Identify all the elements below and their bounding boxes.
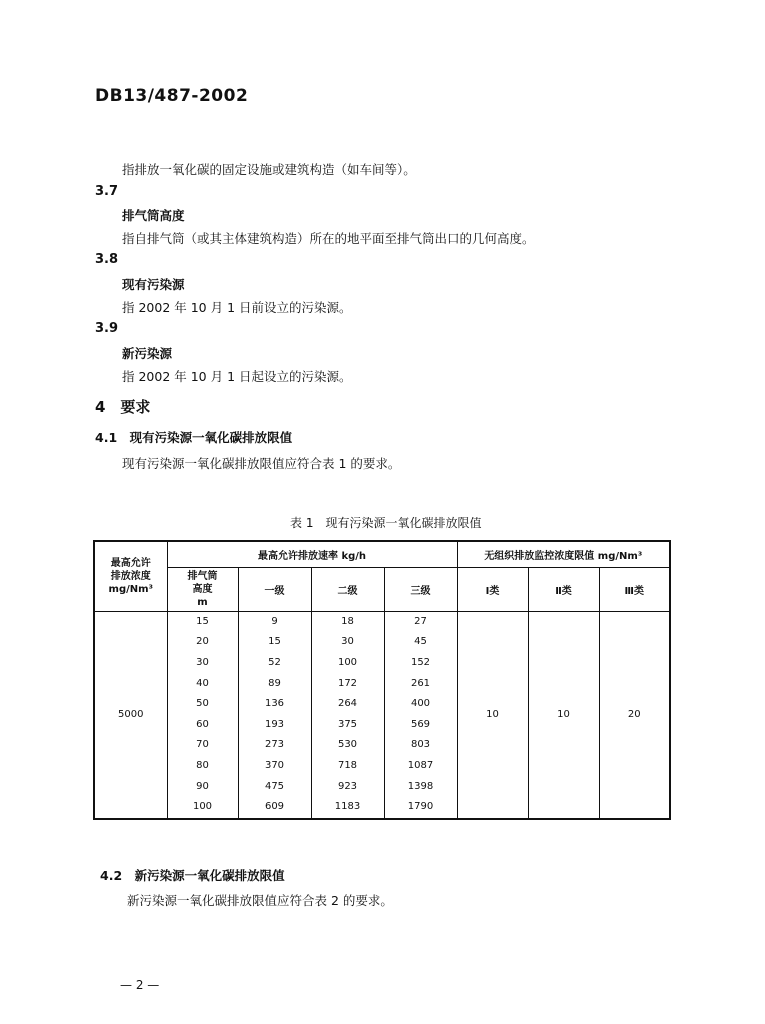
clause-definition: 指 2002 年 10 月 1 日起设立的污染源。 xyxy=(122,369,352,384)
section-heading: 4 要求 xyxy=(95,398,151,416)
column-grade-3: 27 45 152 261 400 569 803 1087 1398 1790 xyxy=(384,611,457,819)
paragraph-line: 现有污染源一氧化碳排放限值应符合表 1 的要求。 xyxy=(122,456,401,471)
clause-number: 3.7 xyxy=(95,184,119,199)
cell-concentration: 5000 xyxy=(94,611,167,819)
column-grade-2: 18 30 100 172 264 375 530 718 923 1183 xyxy=(311,611,384,819)
clause-number: 3.9 xyxy=(95,321,119,336)
header-grade-3: 三级 xyxy=(384,567,457,611)
paragraph-line: 指排放一氧化碳的固定设施或建筑构造（如车间等）。 xyxy=(122,162,416,177)
cell-class-3: 20 xyxy=(599,611,670,819)
subsection-heading: 4.2 新污染源一氧化碳排放限值 xyxy=(100,868,285,883)
table-caption: 表 1 现有污染源一氧化碳排放限值 xyxy=(290,516,482,530)
header-class-3: Ⅲ类 xyxy=(599,567,670,611)
document-id: DB13/487-2002 xyxy=(95,86,249,106)
emission-limits-table xyxy=(93,540,671,820)
header-class-1: Ⅰ类 xyxy=(457,567,528,611)
cell-class-2: 10 xyxy=(528,611,599,819)
column-heights: 15 20 30 40 50 60 70 80 90 100 xyxy=(167,611,238,819)
clause-number: 3.8 xyxy=(95,252,119,267)
paragraph-line: 新污染源一氧化碳排放限值应符合表 2 的要求。 xyxy=(127,893,393,908)
cell-class-1: 10 xyxy=(457,611,528,819)
header-max-concentration: 最高允许 排放浓度 mg/Nm³ xyxy=(94,541,167,611)
clause-term: 新污染源 xyxy=(122,346,173,361)
subsection-heading: 4.1 现有污染源一氧化碳排放限值 xyxy=(95,430,293,445)
column-grade-1: 9 15 52 89 136 193 273 370 475 609 xyxy=(238,611,311,819)
clause-term: 排气筒高度 xyxy=(122,208,185,223)
header-stack-height: 排气筒 高度 m xyxy=(167,567,238,611)
header-grade-2: 二级 xyxy=(311,567,384,611)
header-class-2: Ⅱ类 xyxy=(528,567,599,611)
clause-definition: 指自排气筒（或其主体建筑构造）所在的地平面至排气筒出口的几何高度。 xyxy=(122,231,535,246)
page-number: — 2 — xyxy=(120,978,160,992)
header-emission-rate: 最高允许排放速率 kg/h xyxy=(167,541,457,567)
header-grade-1: 一级 xyxy=(238,567,311,611)
clause-term: 现有污染源 xyxy=(122,277,185,292)
clause-definition: 指 2002 年 10 月 1 日前设立的污染源。 xyxy=(122,300,352,315)
header-fugitive-limit: 无组织排放监控浓度限值 mg/Nm³ xyxy=(457,541,670,567)
